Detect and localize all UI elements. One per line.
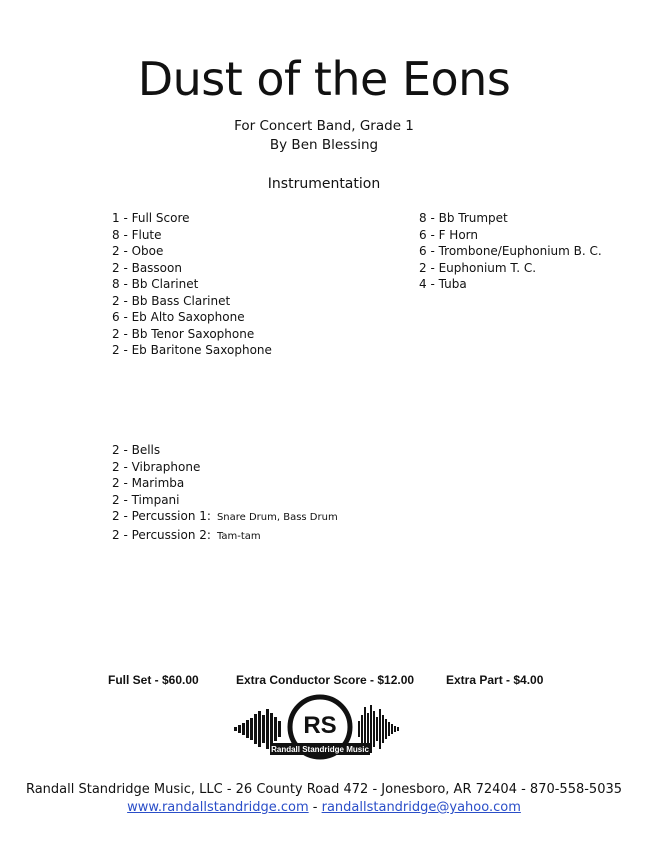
list-item: 6 - F Horn — [419, 227, 479, 242]
list-item — [112, 527, 338, 546]
list-item: 2 - Eb Baritone Saxophone — [112, 343, 272, 357]
list-item: 2 - Euphonium T. C. — [419, 260, 537, 275]
logo-name: Randall Standridge Music — [271, 745, 369, 754]
list-item: 8 - Bb Trumpet — [419, 211, 508, 225]
percussion-label: 2 - Percussion 1: — [112, 509, 211, 523]
composer-credit: By Ben Blessing — [269, 137, 379, 153]
list-item: 2 - Bassoon — [112, 260, 182, 275]
percussion-label: 2 - Percussion 2: — [112, 527, 211, 542]
list-item: 8 - Flute — [112, 227, 162, 242]
list-item: 1 - Full Score — [112, 211, 190, 225]
list-item: 2 - Bb Bass Clarinet — [112, 293, 231, 308]
website-link[interactable]: www.randallstandridge.com — [127, 800, 309, 815]
list-item: 2 - Bb Tenor Saxophone — [112, 326, 255, 341]
footer-separator: - — [308, 800, 322, 815]
list-item — [112, 475, 338, 492]
percussion-label: 2 - Marimba — [112, 476, 185, 490]
percussion-note: Snare Drum, Bass Drum — [216, 512, 338, 523]
percussion-label: 2 - Bells — [112, 443, 161, 457]
price-full-set: Full Set - $60.00 — [108, 673, 199, 687]
page-title: Dust of the Eons — [137, 52, 511, 106]
instrument-list-right — [419, 210, 602, 293]
percussion-label: 2 - Vibraphone — [112, 459, 201, 474]
instrumentation-heading: Instrumentation — [267, 176, 381, 192]
footer-links — [0, 800, 648, 815]
logo-initials: RS — [303, 712, 337, 739]
list-item: 4 - Tuba — [419, 277, 467, 291]
price-conductor-score: Extra Conductor Score - $12.00 — [236, 673, 415, 687]
list-item: 6 - Trombone/Euphonium B. C. — [419, 244, 602, 258]
subtitle: For Concert Band, Grade 1 — [234, 118, 414, 134]
list-item: 2 - Oboe — [112, 244, 164, 258]
list-item: 6 - Eb Alto Saxophone — [112, 310, 245, 324]
publisher-logo — [232, 693, 408, 765]
list-item: 8 - Bb Clarinet — [112, 277, 199, 291]
footer-address: Randall Standridge Music, LLC - 26 County Road 472 - Jonesboro, AR 72404 - 870-558-5035 — [25, 782, 623, 797]
percussion-label: 2 - Timpani — [112, 492, 180, 507]
list-item — [112, 442, 338, 459]
list-item — [112, 492, 338, 509]
instrument-list-left — [112, 210, 272, 359]
percussion-list — [112, 442, 338, 545]
list-item — [112, 459, 338, 476]
percussion-note: Tam-tam — [216, 530, 261, 542]
email-link[interactable]: randallstandridge@yahoo.com — [321, 800, 521, 815]
list-item — [112, 508, 338, 527]
price-extra-part: Extra Part - $4.00 — [446, 673, 544, 687]
